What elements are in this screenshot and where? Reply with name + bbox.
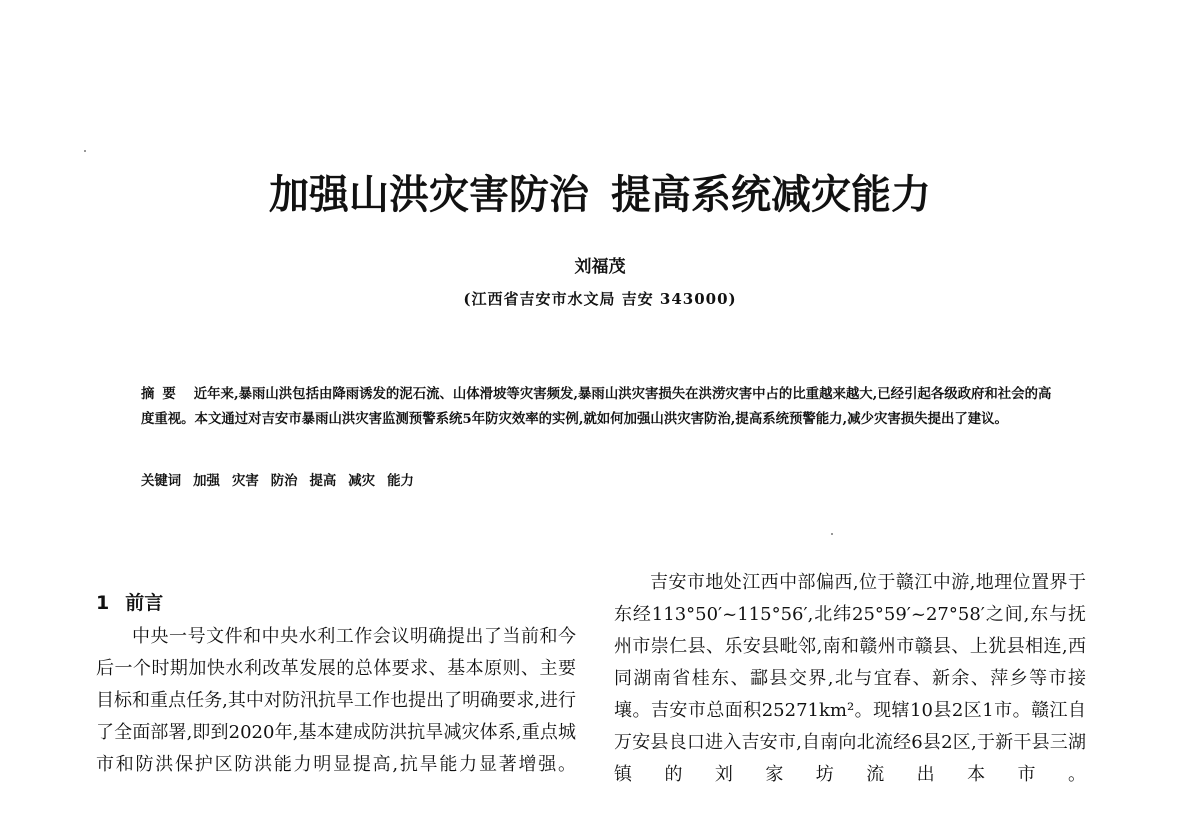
section-title: 前言 (125, 592, 164, 614)
section-heading (96, 588, 163, 615)
paper-title (0, 163, 1200, 220)
keyword: 灾害 (231, 473, 259, 489)
author-name: 刘福茂 (574, 257, 626, 277)
keywords-label: 关键词 (141, 473, 182, 489)
title-part-1: 加强山洪灾害防治 (269, 171, 589, 218)
keyword: 加强 (193, 473, 220, 489)
left-column (96, 621, 576, 781)
section-number: 1 (96, 592, 110, 614)
abstract-text: 近年来,暴雨山洪包括由降雨诱发的泥石流、山体滑坡等灾害频发,暴雨山洪灾害损失在洪涝灾害中占的比重越来越大,已经引起各级政府和社会的高度重视。本文通过对吉安市暴雨山洪灾害监测预警系统5年防灾效率的实例,就如何加强山洪灾害防治,提高系统预警能力,减少灾害损失提出了建议。 (141, 386, 1052, 427)
right-column (614, 567, 1086, 791)
body-paragraph: 中央一号文件和中央水利工作会议明确提出了当前和今后一个时期加快水利改革发展的总体要求、基本原则、主要目标和重点任务,其中对防汛抗旱工作也提出了明确要求,进行了全面部署,即到2020年,基本建成防洪抗旱减灾体系,重点城市和防洪保护区防洪能力明显提高,抗旱能力显著增强。 (96, 626, 576, 775)
title-part-2: 提高系统减灾能力 (611, 171, 931, 218)
scan-speck (831, 533, 833, 535)
body-paragraph: 吉安市地处江西中部偏西,位于赣江中游,地理位置界于东经113°50′~115°56′,北纬25°59′~27°58′之间,东与抚州市崇仁县、乐安县毗邻,南和赣州市赣县、上犹县相连,西同湖南省桂东、酃县交界,北与宜春、新余、萍乡等市接壤。吉安市总面积25271km²。现辖10县2区1市。赣江自万安县良口进入吉安市,自南向北流经6县2区,于新干县三湖镇的刘家坊流出本市。 (614, 572, 1086, 785)
abstract (141, 382, 1059, 432)
keywords (141, 470, 1059, 489)
author-affiliation: (江西省吉安市水文局 吉安 343000) (463, 290, 737, 308)
abstract-label: 摘要 (141, 386, 184, 402)
keyword: 提高 (309, 473, 337, 489)
keyword: 减灾 (348, 473, 376, 489)
scan-speck (84, 150, 86, 152)
keyword: 能力 (387, 473, 414, 489)
keyword: 防治 (270, 473, 298, 489)
